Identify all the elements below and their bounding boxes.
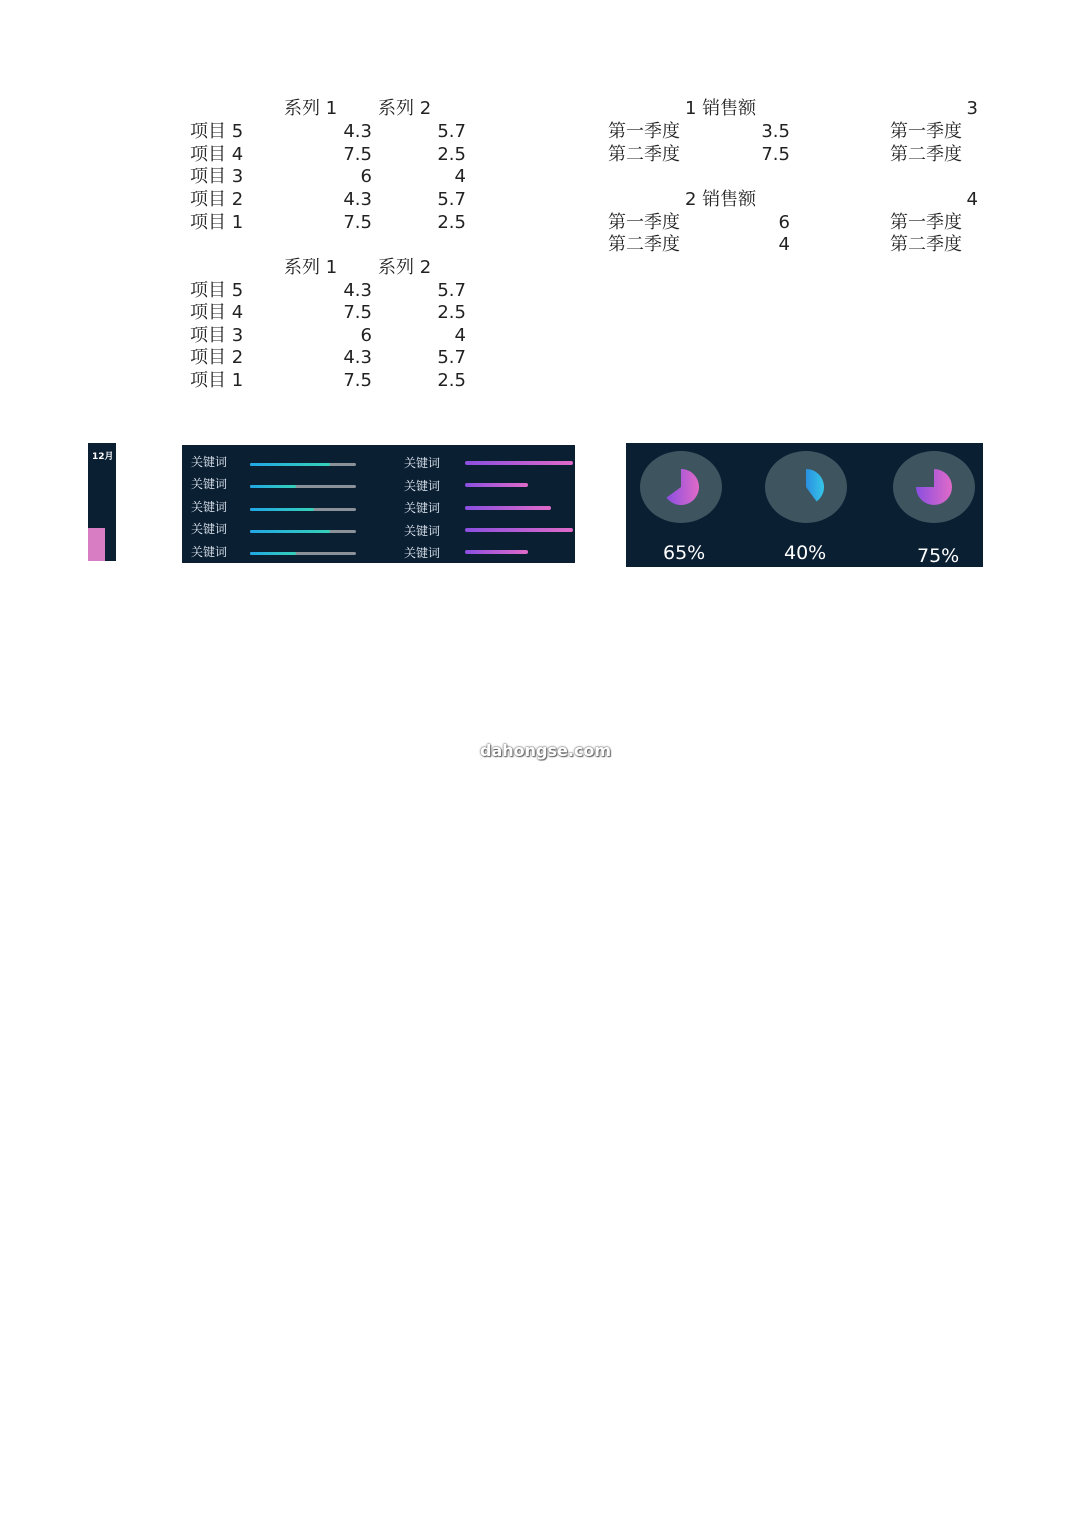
progress-track <box>250 463 356 466</box>
sales-block-1-q1-label: 第一季度 <box>608 121 680 142</box>
keyword-label-right: 关键词 <box>404 501 441 515</box>
keyword-label-right: 关键词 <box>404 524 441 538</box>
table-2-cell: 2.5 <box>437 370 466 391</box>
progress-track <box>250 552 356 555</box>
small-chart-panel <box>88 443 116 561</box>
table-2-cell: 5.7 <box>437 347 466 368</box>
table-1-row-label: 项目 4 <box>190 144 244 165</box>
progress-fill <box>250 485 296 488</box>
sales-block-1-q1-right-label: 第一季度 <box>890 121 962 142</box>
table-1-cell: 2.5 <box>437 212 466 233</box>
pie-gauge-panel <box>626 443 983 567</box>
progress-track <box>250 508 356 511</box>
sales-block-1-q2-value: 7.5 <box>761 144 790 165</box>
progress-fill <box>250 552 296 555</box>
keyword-label-right: 关键词 <box>404 546 441 560</box>
table-2-cell: 4.3 <box>343 347 372 368</box>
table-1-cell: 7.5 <box>343 144 372 165</box>
table-1-cell: 2.5 <box>437 144 466 165</box>
sales-block-2-right-value: 4 <box>966 189 978 210</box>
table-2-cell: 6 <box>360 325 372 346</box>
table-2-cell: 4.3 <box>343 280 372 301</box>
table-2-cell: 7.5 <box>343 302 372 323</box>
percent-label: 75% <box>917 545 960 567</box>
sales-block-2-q2-label: 第二季度 <box>608 234 680 255</box>
table-2-row-label: 项目 1 <box>190 370 244 391</box>
table-2-cell: 7.5 <box>343 370 372 391</box>
keyword-bar <box>465 528 573 532</box>
bar-segment <box>88 528 105 561</box>
keyword-bar <box>465 550 528 554</box>
watermark: dahongse.com <box>480 741 612 760</box>
sales-block-1-q2-label: 第二季度 <box>608 144 680 165</box>
sales-block-2-q1-label: 第一季度 <box>608 212 680 233</box>
sales-block-2-q1-value: 6 <box>778 212 790 233</box>
sales-block-2-q1-right-label: 第一季度 <box>890 212 962 233</box>
progress-track <box>250 530 356 533</box>
table-1-cell: 4.3 <box>343 189 372 210</box>
table-1-row-label: 项目 5 <box>190 121 244 142</box>
table-2-cell: 2.5 <box>437 302 466 323</box>
table-1-cell: 6 <box>360 166 372 187</box>
table-2-row-label: 项目 3 <box>190 325 244 346</box>
keyword-label-left: 关键词 <box>191 477 228 491</box>
table-1-row-label: 项目 3 <box>190 166 244 187</box>
table-1-header-series-1: 系列 1 <box>284 98 338 119</box>
table-1-cell: 7.5 <box>343 212 372 233</box>
sales-block-2-title: 2 销售额 <box>685 189 757 210</box>
sales-block-2-q2-right-label: 第二季度 <box>890 234 962 255</box>
month-label: 12月 <box>92 452 114 462</box>
keyword-label-left: 关键词 <box>191 545 228 559</box>
sales-block-2-q2-value: 4 <box>778 234 790 255</box>
table-2-header-series-2: 系列 2 <box>378 257 432 278</box>
sales-block-1-title: 1 销售额 <box>685 98 757 119</box>
table-1-cell: 4 <box>454 166 466 187</box>
table-1-row-label: 项目 2 <box>190 189 244 210</box>
table-2-cell: 5.7 <box>437 280 466 301</box>
percent-label: 40% <box>784 542 827 564</box>
keyword-bars-panel <box>182 445 575 563</box>
percent-label: 65% <box>663 542 706 564</box>
keyword-label-left: 关键词 <box>191 500 228 514</box>
table-1-cell: 5.7 <box>437 121 466 142</box>
table-1-header-series-2: 系列 2 <box>378 98 432 119</box>
keyword-label-right: 关键词 <box>404 456 441 470</box>
sales-block-1-q2-right-label: 第二季度 <box>890 144 962 165</box>
sales-block-1-q1-value: 3.5 <box>761 121 790 142</box>
sales-block-1-right-value: 3 <box>966 98 978 119</box>
keyword-bar <box>465 461 573 465</box>
keyword-label-left: 关键词 <box>191 455 228 469</box>
table-2-row-label: 项目 2 <box>190 347 244 368</box>
progress-fill <box>250 530 330 533</box>
table-2-cell: 4 <box>454 325 466 346</box>
table-2-row-label: 项目 5 <box>190 280 244 301</box>
keyword-label-right: 关键词 <box>404 479 441 493</box>
keyword-bar <box>465 483 528 487</box>
progress-fill <box>250 463 330 466</box>
table-1-cell: 5.7 <box>437 189 466 210</box>
progress-track <box>250 485 356 488</box>
table-1-cell: 4.3 <box>343 121 372 142</box>
table-2-header-series-1: 系列 1 <box>284 257 338 278</box>
table-1-row-label: 项目 1 <box>190 212 244 233</box>
table-2-row-label: 项目 4 <box>190 302 244 323</box>
progress-fill <box>250 508 314 511</box>
keyword-label-left: 关键词 <box>191 522 228 536</box>
keyword-bar <box>465 506 551 510</box>
